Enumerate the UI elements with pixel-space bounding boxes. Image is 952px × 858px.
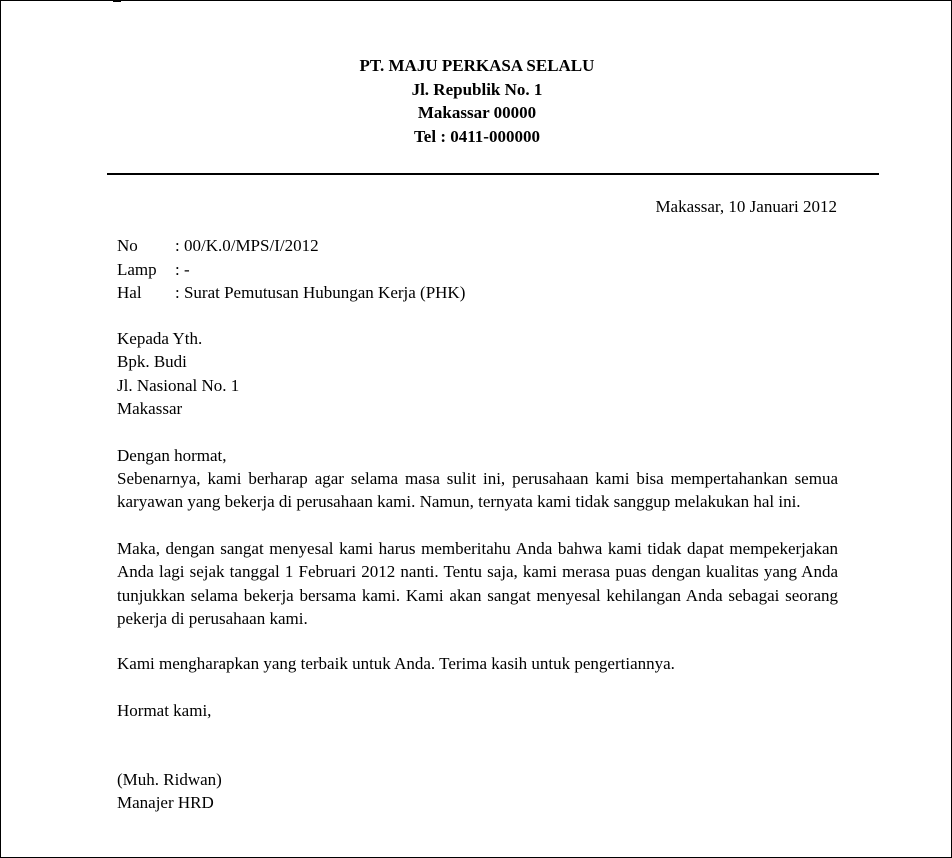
paragraph-3: Kami mengharapkan yang terbaik untuk Anda. Terima kasih untuk pengertiannya. [117,654,675,673]
recipient-line-1: Kepada Yth. [117,329,203,348]
meta-lamp-value: : - [175,259,190,279]
page-top-mark [113,1,121,2]
paragraph-1: Sebenarnya, kami berharap agar selama masa sulit ini, perusahaan kami bisa mempertahankan semua karyawan yang bekerja di perusahaan kami. Namun, ternyata kami tidak sanggup melakukan hal ini. [117,469,838,512]
meta-no-value: : 00/K.0/MPS/I/2012 [175,236,319,255]
letterhead [1,54,952,148]
meta-row-no [117,234,465,258]
letter-meta [117,234,465,305]
meta-row-hal [117,281,465,305]
meta-hal-value: : Surat Pemutusan Hubungan Kerja (PHK) [175,283,466,302]
company-city: Makassar 00000 [417,103,537,122]
recipient-block [117,327,239,420]
meta-lamp-label: Lamp [117,259,157,279]
meta-row-lamp [117,258,465,282]
paragraph-2: Maka, dengan sangat menyesal kami harus memberitahu Anda bahwa kami tidak dapat mempekerjakan Anda lagi sejak tanggal 1 Februari 2012 nanti. Tentu saja, kami merasa puas dengan kualitas yang Anda tunjukkan selama bekerja bersama kami. Kami akan sangat menyesal kehilangan Anda sebagai seorang pekerja di perusahaan kami. [117,539,838,628]
company-name: PT. MAJU PERKASA SELALU [359,56,595,75]
recipient-line-2: Bpk. Budi [117,352,187,372]
date-line: Makassar, 10 Januari 2012 [655,197,837,216]
closing-phrase: Hormat kami, [117,701,212,720]
company-phone: Tel : 0411-000000 [414,126,540,146]
greeting: Dengan hormat, [117,446,227,465]
signatory-name: (Muh. Ridwan) [117,770,222,789]
recipient-line-4: Makassar [117,398,183,418]
company-address: Jl. Republik No. 1 [411,79,543,99]
signatory-title: Manajer HRD [117,793,214,812]
recipient-line-3: Jl. Nasional No. 1 [117,375,240,395]
meta-no-label: No [117,236,138,255]
letterhead-divider [107,173,879,175]
meta-hal-label: Hal [117,283,142,302]
